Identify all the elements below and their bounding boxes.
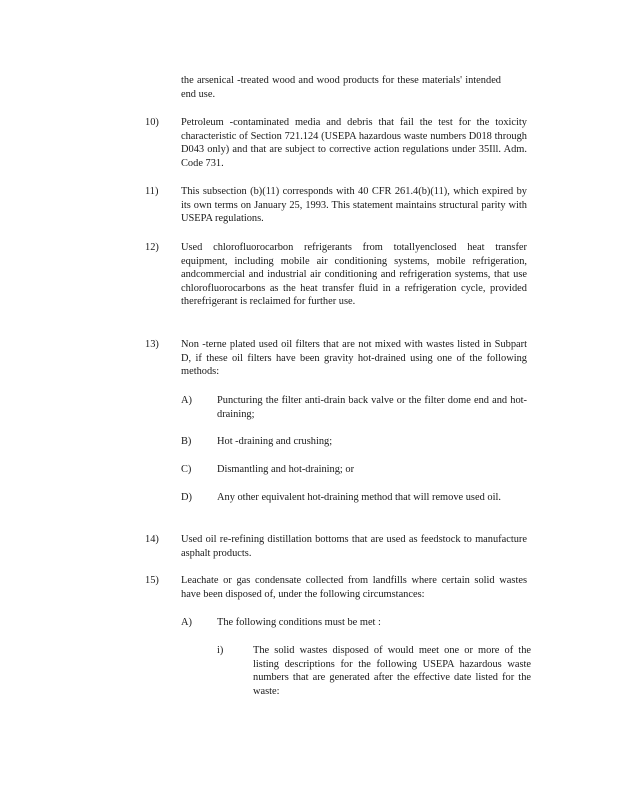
item-text-12: Used chlorofluorocarbon refrigerants from totallyenclosed heat transfer equipment, including mobile air conditioning systems, mobile refrigeration, andcommercial and industrial air conditioning and refrigeration systems, that use chlorofluorocarbons as the heat transfer fluid in a refrigeration cycle, provided therefrigerant is reclaimed for further use. [181,242,527,308]
sub13-number-d: D) [181,492,192,503]
sub15-i-number: i) [217,645,224,656]
item-number-11: 11) [145,186,159,197]
item-text-10: Petroleum -contaminated media and debris that fail the test for the toxicity characteristic of Section 721.124 (USEPA hazardous waste numbers D018 through D043 only) and that are subject to corrective action regulations under 35Ill. Adm. Code 731. [181,117,527,169]
sub13-number-c: C) [181,464,192,475]
item-number-10: 10) [145,117,159,128]
sub15-number-a: A) [181,617,192,628]
item-text-14: Used oil re-refining distillation bottoms that are used as feedstock to manufacture asphalt products. [181,534,527,559]
sub13-text-a: Puncturing the filter anti-drain back valve or the filter dome end and hot-draining; [217,395,527,420]
sub13-text-d: Any other equivalent hot-draining method that will remove used oil. [217,492,501,503]
item-text-15: Leachate or gas condensate collected from landfills where certain solid wastes have been disposed of, under the following circumstances: [181,575,527,600]
intro-paragraph: the arsenical -treated wood and wood products for these materials' intended end use. [181,75,501,100]
sub13-text-c: Dismantling and hot-draining; or [217,464,355,475]
item-number-14: 14) [145,534,159,545]
sub13-text-b: Hot -draining and crushing; [217,436,333,447]
sub13-number-b: B) [181,436,192,447]
item-number-12: 12) [145,242,159,253]
sub15-text-a: The following conditions must be met : [217,617,381,628]
item-text-11: This subsection (b)(11) corresponds with 40 CFR 261.4(b)(11), which expired by its own terms on January 25, 1993. This statement maintains structural parity with USEPA regulations. [181,186,527,225]
sub13-number-a: A) [181,395,192,406]
item-number-15: 15) [145,575,159,586]
item-text-13: Non -terne plated used oil filters that are not mixed with wastes listed in Subpart D, if these oil filters have been gravity hot-drained using one of the following methods: [181,339,527,378]
sub15-i-text: The solid wastes disposed of would meet one or more of the listing descriptions for the following USEPA hazardous waste numbers that are generated after the effective date listed for the waste: [253,645,531,697]
item-number-13: 13) [145,339,159,350]
